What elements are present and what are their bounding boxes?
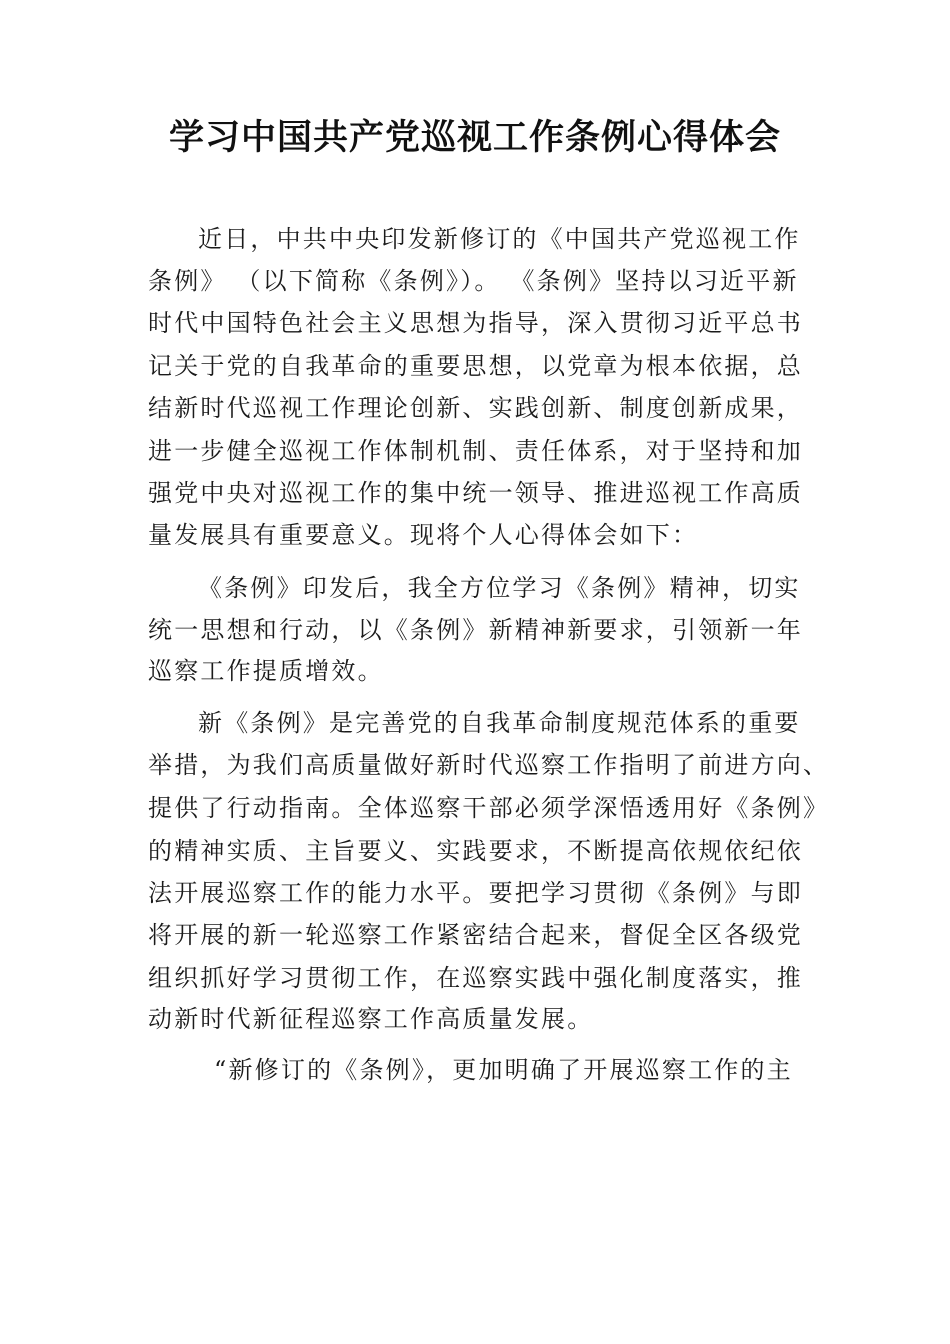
- paragraph-1-line-6: 进一步健全巡视工作体制机制、责任体系，对于坚持和加: [148, 437, 803, 465]
- paragraph-1-line-2: 条例》 （以下简称《条例》）。 《条例》坚持以习近平新: [148, 267, 799, 295]
- paragraph-3-line-7: 组织抓好学习贯彻工作，在巡察实践中强化制度落实，推: [148, 964, 803, 992]
- paragraph-1-line-1: 近日，中共中央印发新修订的《中国共产党巡视工作: [198, 225, 801, 253]
- paragraph-4-line-1: “新修订的《条例》，更加明确了开展巡察工作的主: [214, 1056, 793, 1084]
- paragraph-3-line-4: 的精神实质、主旨要义、实践要求，不断提高依规依纪依: [148, 837, 803, 865]
- document-title: 学习中国共产党巡视工作条例心得体会: [168, 118, 781, 158]
- paragraph-1-line-7: 强党中央对巡视工作的集中统一领导、推进巡视工作高质: [148, 479, 803, 507]
- paragraph-3-line-3: 提供了行动指南。全体巡察干部必须学深悟透用好《条例》: [148, 794, 830, 822]
- paragraph-1-line-3: 时代中国特色社会主义思想为指导，深入贯彻习近平总书: [148, 309, 803, 337]
- paragraph-3-line-5: 法开展巡察工作的能力水平。要把学习贯彻《条例》与即: [148, 879, 803, 907]
- paragraph-2-line-3: 巡察工作提质增效。: [148, 657, 384, 685]
- paragraph-2-line-1: 《条例》印发后，我全方位学习《条例》精神，切实: [198, 574, 801, 602]
- paragraph-3-line-8: 动新时代新征程巡察工作高质量发展。: [148, 1005, 594, 1033]
- paragraph-3-line-6: 将开展的新一轮巡察工作紧密结合起来，督促全区各级党: [148, 921, 803, 949]
- paragraph-1-line-8: 量发展具有重要意义。现将个人心得体会如下：: [148, 521, 699, 549]
- paragraph-2-line-2: 统一思想和行动，以《条例》新精神新要求，引领新一年: [148, 616, 803, 644]
- paragraph-3-line-2: 举措，为我们高质量做好新时代巡察工作指明了前进方向、: [148, 751, 830, 779]
- paragraph-1-line-4: 记关于党的自我革命的重要思想，以党章为根本依据，总: [148, 352, 803, 380]
- paragraph-3-line-1: 新《条例》是完善党的自我革命制度规范体系的重要: [198, 709, 801, 737]
- paragraph-1-line-5: 结新时代巡视工作理论创新、实践创新、制度创新成果，: [148, 394, 803, 422]
